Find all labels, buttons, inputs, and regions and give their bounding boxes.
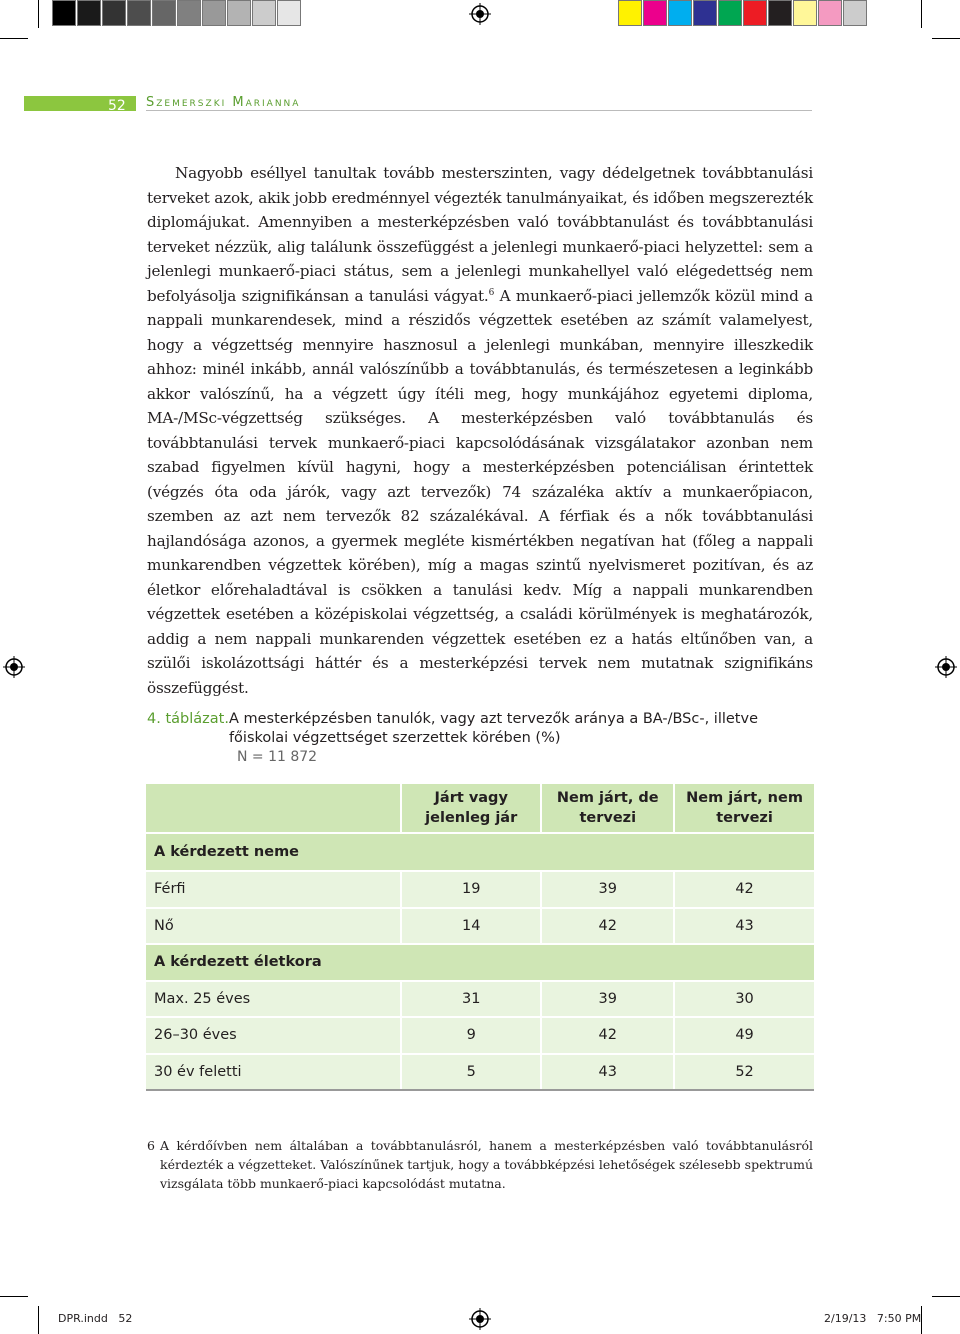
color-swatch — [718, 0, 742, 26]
table-row — [146, 1017, 814, 1054]
color-swatch — [52, 0, 76, 26]
table-cell: 42 — [674, 871, 814, 908]
slug-date: 2/19/13 7:50 PM — [824, 1312, 922, 1325]
crop-mark — [38, 1306, 39, 1334]
table-caption-label: 4. táblázat. — [147, 711, 229, 727]
page-number: 52 — [108, 98, 126, 114]
table-cell: 43 — [541, 1054, 674, 1091]
data-table — [146, 782, 814, 1091]
grayscale-color-bar — [52, 0, 302, 28]
color-swatch — [668, 0, 692, 26]
color-swatch — [127, 0, 151, 26]
color-swatch — [793, 0, 817, 26]
color-swatch — [618, 0, 642, 26]
table-cell: 43 — [674, 908, 814, 945]
table-row-label: Férfi — [146, 871, 401, 908]
table-cell: 30 — [674, 981, 814, 1018]
crop-mark — [932, 38, 960, 39]
table-column-header: Nem járt, nem tervezi — [674, 783, 814, 833]
table-header-empty — [146, 783, 401, 833]
crop-mark — [38, 0, 39, 28]
table-column-header: Nem járt, de tervezi — [541, 783, 674, 833]
table-cell: 39 — [541, 871, 674, 908]
color-swatch — [202, 0, 226, 26]
table-row — [146, 981, 814, 1018]
body-text-part1: Nagyobb eséllyel tanultak tovább mesterszinten, vagy dédelgetnek továbbtanulási terveket azok, akik jobb eredménnyel végezték tanulmányaikat, és időben megszerezték diplomájukat. Amennyiben a mesterképzésben való továbbtanulást és továbbtanulási terveket nézzük, alig találunk összefüggést a jelenlegi munkaerő-piaci helyzettel: sem a jelenlegi munkaerő-piaci státus, sem a jelenlegi munkahellyel való elégedettség nem befolyásolja szignifikánsan a tanulási vágyat. — [147, 164, 813, 305]
color-swatch — [277, 0, 301, 26]
table-cell: 9 — [401, 1017, 541, 1054]
table-row — [146, 871, 814, 908]
color-swatch — [693, 0, 717, 26]
table-cell: 14 — [401, 908, 541, 945]
registration-mark-icon — [3, 656, 25, 678]
footnote-reference: 6 — [488, 287, 495, 298]
slug-file: DPR.indd 52 — [58, 1312, 133, 1325]
table-row-label: 26–30 éves — [146, 1017, 401, 1054]
color-swatch — [177, 0, 201, 26]
registration-mark-icon — [469, 1308, 491, 1330]
header-rule — [146, 110, 812, 111]
table-row-label: Max. 25 éves — [146, 981, 401, 1018]
color-swatch — [643, 0, 667, 26]
color-swatch — [152, 0, 176, 26]
table-cell: 5 — [401, 1054, 541, 1091]
crop-mark — [0, 38, 28, 39]
body-paragraph — [147, 161, 813, 700]
registration-mark-icon — [935, 656, 957, 678]
color-swatch — [77, 0, 101, 26]
table-row-label: Nő — [146, 908, 401, 945]
footnote — [147, 1136, 813, 1193]
table-row — [146, 1054, 814, 1091]
table-caption-title: A mesterképzésben tanulók, vagy azt tervezők aránya a BA-/BSc-, illetve főiskolai végzettséget szerzettek körében (%) — [228, 711, 758, 746]
table-cell: 42 — [541, 1017, 674, 1054]
table-group-row — [146, 833, 814, 871]
table-sample-size: N = 11 872 — [237, 749, 318, 765]
cmyk-color-bar — [618, 0, 868, 28]
table-row-label: 30 év feletti — [146, 1054, 401, 1091]
table-cell: 52 — [674, 1054, 814, 1091]
running-head-author: Szemerszki Marianna — [146, 95, 301, 110]
color-swatch — [818, 0, 842, 26]
footnote-text: A kérdőívben nem általában a továbbtanulásról, hanem a mesterképzésben való továbbtanulásról kérdezték a végzetteket. Valószínűnek tartjuk, hogy a továbbképzési lehetőségek szélesebb spektrumú vizsgálata több munkaerő-piaci kapcsolódást mutatna. — [160, 1138, 813, 1191]
table-cell: 31 — [401, 981, 541, 1018]
registration-mark-icon — [469, 3, 491, 25]
color-swatch — [227, 0, 251, 26]
table-cell: 39 — [541, 981, 674, 1018]
color-swatch — [252, 0, 276, 26]
color-swatch — [743, 0, 767, 26]
color-swatch — [102, 0, 126, 26]
table-cell: 49 — [674, 1017, 814, 1054]
color-swatch — [768, 0, 792, 26]
footnote-number: 6 — [147, 1138, 155, 1153]
table-group-label: A kérdezett életkora — [146, 944, 814, 981]
table-cell: 19 — [401, 871, 541, 908]
table-group-label: A kérdezett neme — [146, 833, 814, 871]
body-text-part2: A munkaerő-piaci jellemzők közül mind a nappali munkarendesek, mind a részidős végzettek esetében az számít valamelyest, hogy a végzettség mennyire hasznosul a jelenlegi munkában, mennyire illeszkedik ahhoz: minél inkább, annál valószínűbb a továbbtanulás, és természetesen a leginkább akkor valószínű, ha a végzett úgy ítéli meg, hogy munkájához egyetemi diploma, MA-/MSc-végzettség szükséges. A mesterképzésben való továbbtanulás és továbbtanulási tervek munkaerő-piaci kapcsolódásának vizsgálatakor azonban nem szabad figyelmen kívül hagyni, hogy a mesterképzésben potenciálisan érintettek (végzés óta oda járók, vagy azt tervezők) 74 százaléka aktív a munkaerőpiacon, szemben az azt nem tervezők 82 százalékával. A férfiak és a nők továbbtanulási hajlandósága azonos, a gyermek megléte kismértékben negatívan hat (főleg a nappali munkarendben végzettek körében), míg a magas szintű nyelvismeret pozitívan, és az életkor előrehaladtával is csökken a tanulási kedv. Míg a nappali munkarendben végzettek esetében a középiskolai végzettség, a családi körülmények is meghatározók, addig a nem nappali munkarenden végzettek esetében ez a hatás eltűnőben van, a szülői iskolázottsági háttér és a mesterképzési tervek nem mutatnak szignifikáns összefüggést. — [147, 286, 813, 697]
table-group-row — [146, 944, 814, 981]
crop-mark — [932, 1296, 960, 1297]
table-header-row — [146, 783, 814, 833]
crop-mark — [921, 0, 922, 28]
crop-mark — [0, 1296, 28, 1297]
table-column-header: Járt vagy jelenleg jár — [401, 783, 541, 833]
table-row — [146, 908, 814, 945]
table-cell: 42 — [541, 908, 674, 945]
table-caption — [147, 710, 817, 767]
color-swatch — [843, 0, 867, 26]
